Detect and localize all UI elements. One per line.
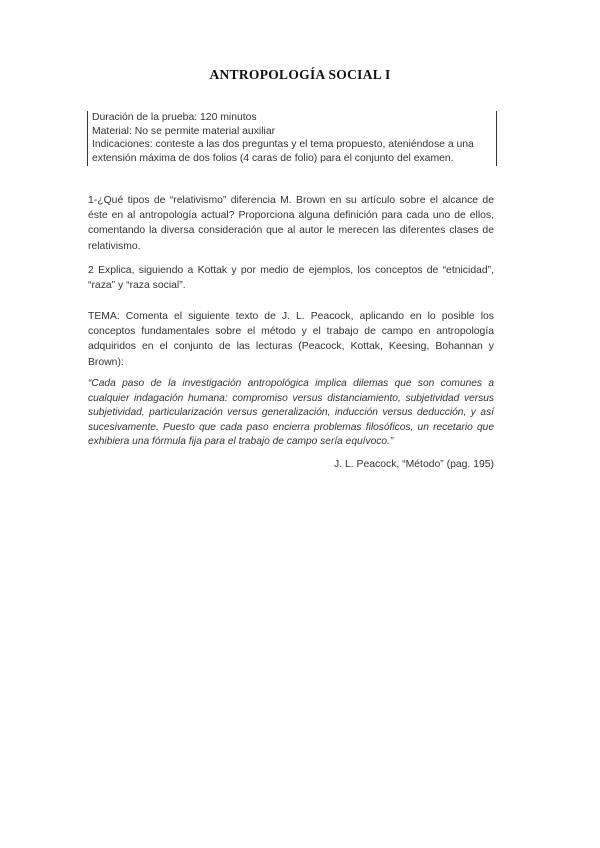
instructions-line: Indicaciones: conteste a las dos preguntas y el tema propuesto, ateniéndose a una extensión máxima de dos folios (4 caras de folio) para el conjunto del examen. [92,139,474,165]
theme-paragraph: TEMA: Comenta el siguiente texto de J. L. Peacock, aplicando en lo posible los conceptos fundamentales sobre el método y el trabajo de campo en antropología adquiridos en el conjunto de las lecturas (Peacock, Kottak, Keesing, Bohannan y Brown): [88,311,494,368]
duration-line: Duración de la prueba: 120 minutos [92,112,257,123]
material-line: Material: No se permite material auxiliar [92,125,276,137]
peacock-quote: “Cada paso de la investigación antropológica implica dilemas que son comunes a cualquier indagación humana: compromiso versus distanciamiento, subjetividad versus subjetividad, particularización versus generalización, inducción versus deducción, y así sucesivamente. Puesto que cada paso encierra problemas filosóficos, un recetario que exhibiera una fórmula fija para el trabajo de campo sería equívoco.” [88,378,494,448]
document-title: ANTROPOLOGÍA SOCIAL I [209,67,391,82]
question-2: 2 Explica, siguiendo a Kottak y por medio de ejemplos, los conceptos de “etnicidad”, “raza” y “raza social”. [88,265,494,292]
exam-info-box [87,111,497,166]
question-1: 1-¿Qué tipos de “relativismo” diferencia M. Brown en su artículo sobre el alcance de éste en al antropología actual? Proporciona alguna definición para cada uno de ellos, comentando la diversa consideración que al autor le merecen las diferentes clases de relativismo. [88,195,494,252]
quote-citation: J. L. Peacock, “Método” (pag. 195) [334,459,494,470]
